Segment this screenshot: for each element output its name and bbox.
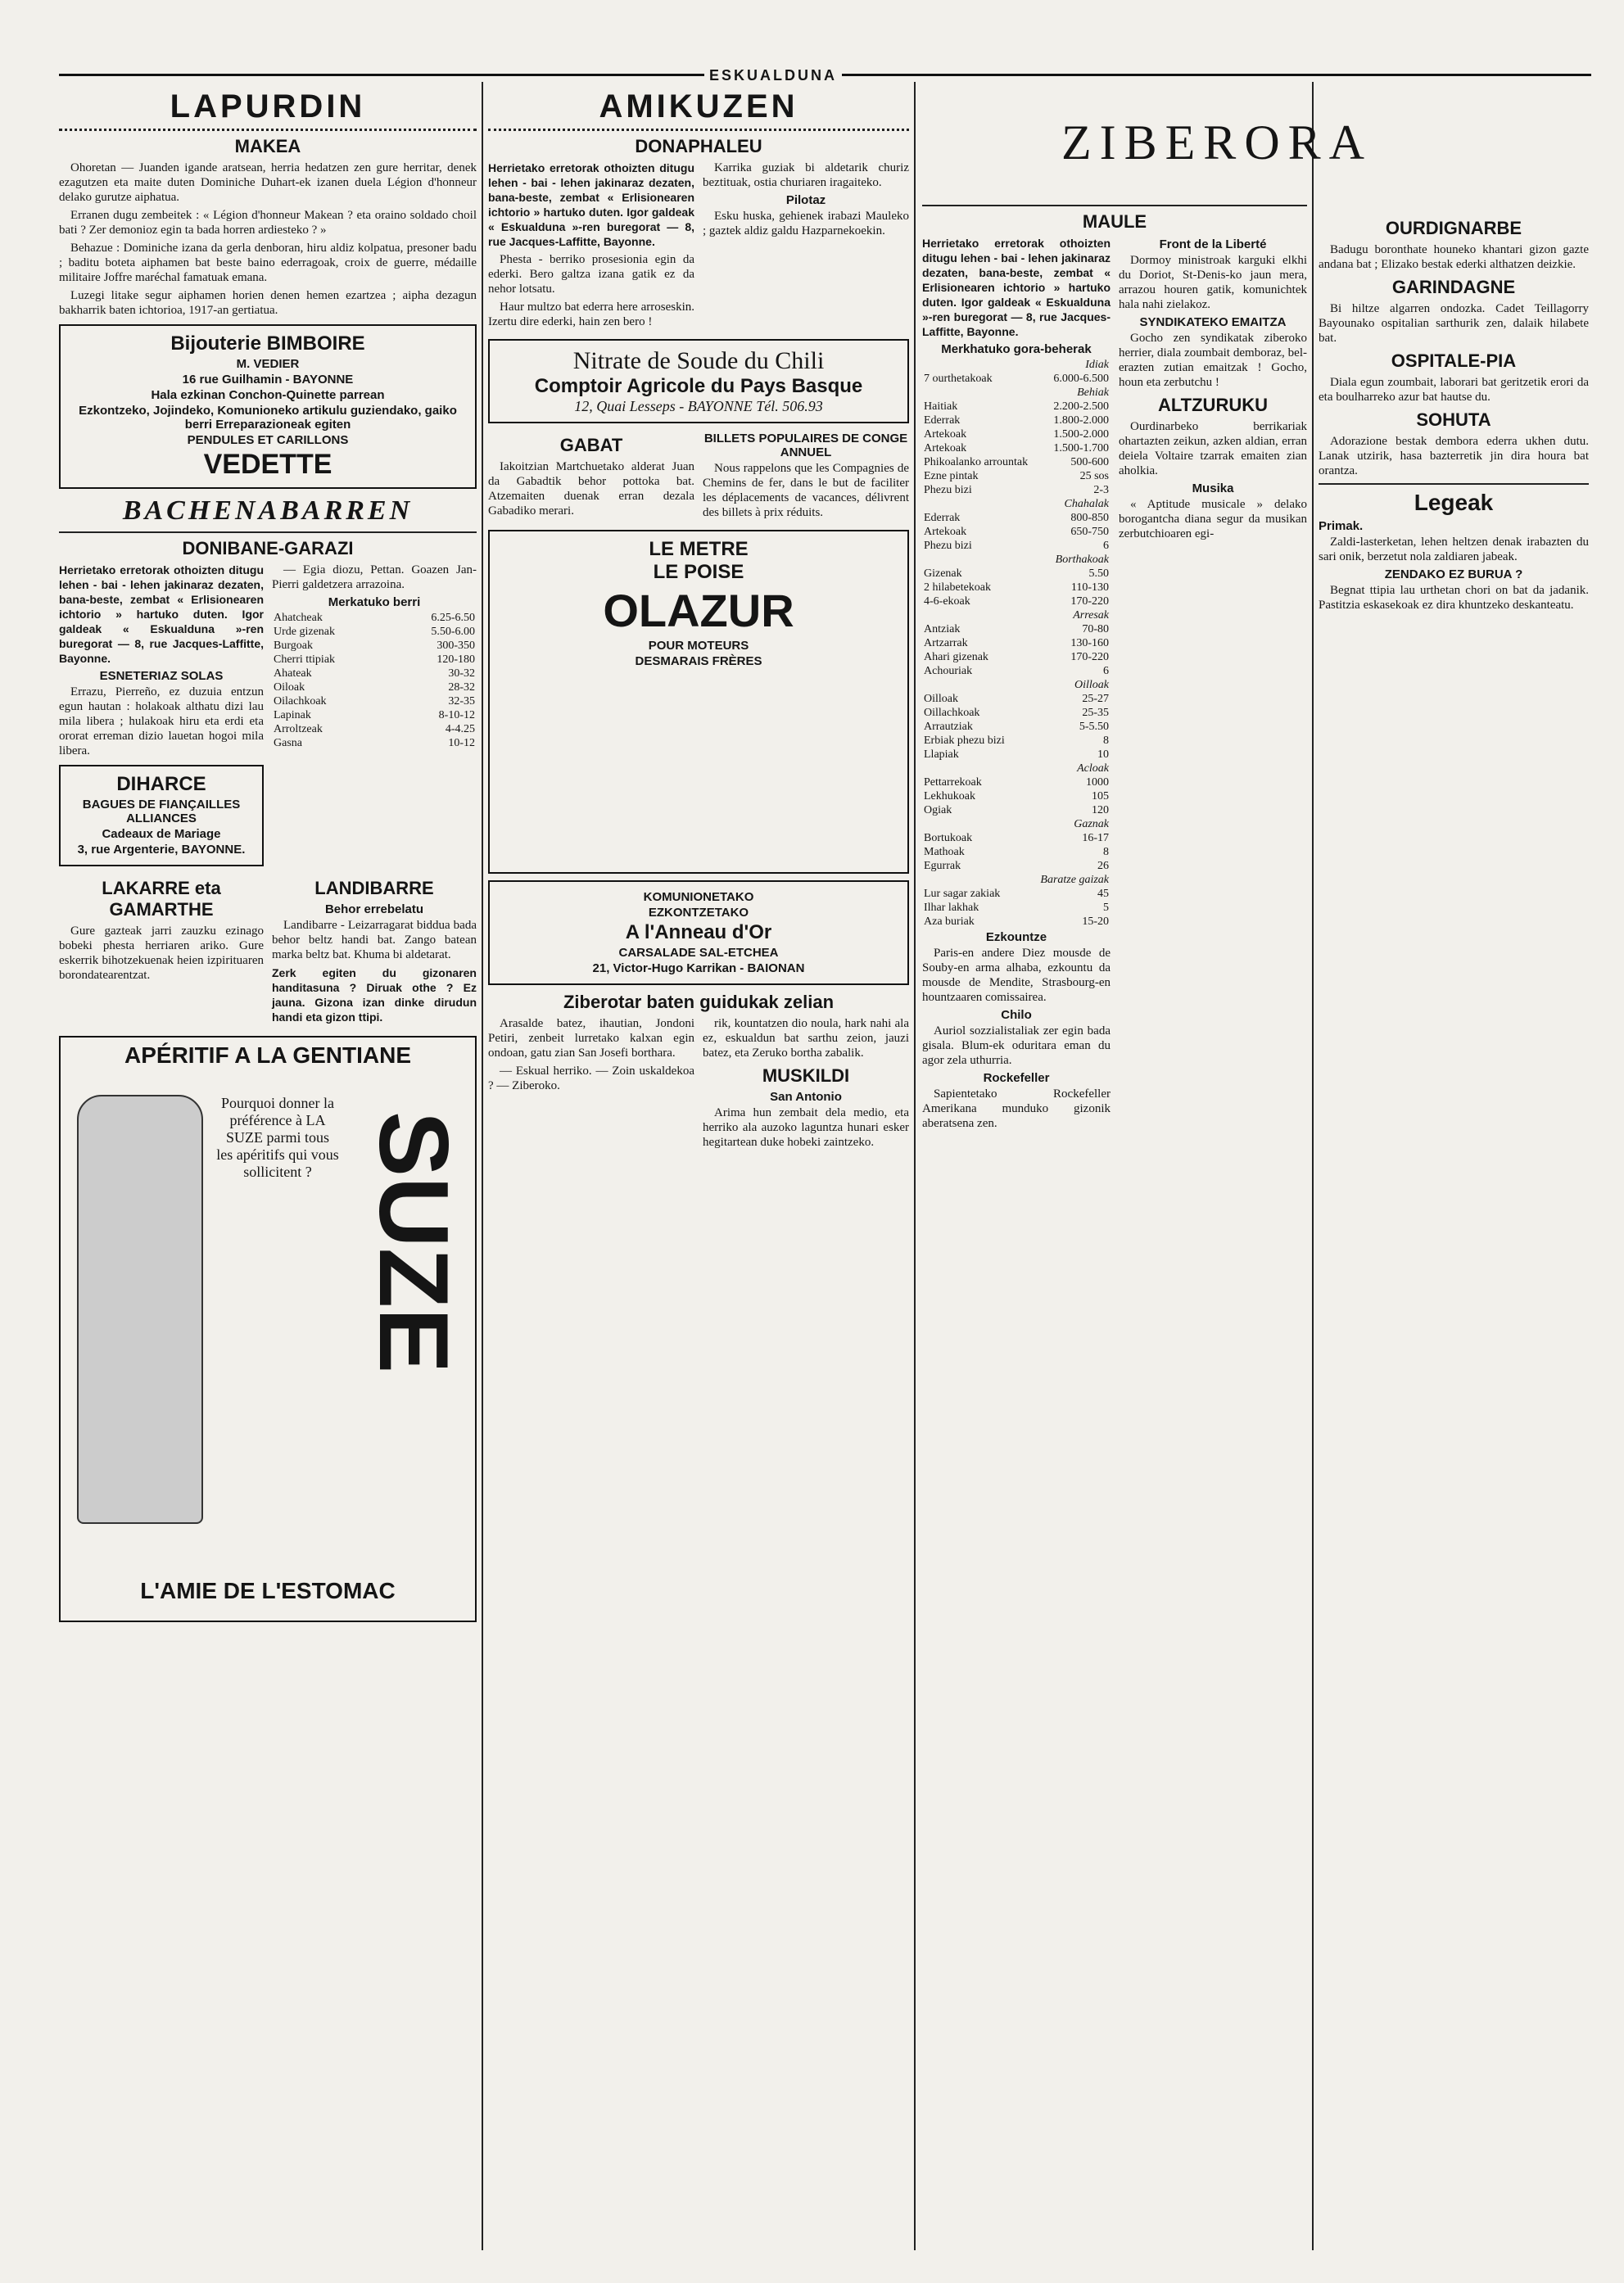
article-text: Zaldi-lasterketan, lehen heltzen denak irabazten du sari onik, berzetut nola zaldiaren jabeak. <box>1319 536 1589 563</box>
ad-nitrate <box>488 339 909 423</box>
market-price: 15-20 <box>1082 915 1109 928</box>
ad-text: LE POISE <box>653 561 744 583</box>
ad-text: LE METRE <box>649 538 749 560</box>
market-price: 1.800-2.000 <box>1053 414 1109 427</box>
article-title: OSPITALE-PIA <box>1391 350 1517 371</box>
market-row <box>922 775 1111 789</box>
market-price: 26 <box>1097 860 1109 872</box>
market-price: 6 <box>1103 540 1109 552</box>
notice-text: Herrietako erretorak othoizten ditugu lehen - bai - lehen jakinaraz dezaten, bana-beste, zembat « Erlisionearen ichtorio » hartuko duten. Igor galdeak « Eskualduna »-ren buregorat — 8, rue Jacques-Laffitte, Bayonne. <box>922 237 1111 338</box>
market-item: Ahari gizenak <box>924 651 988 663</box>
article-text: Sapientetako Rockefeller Amerikana munduko gizonik aberatsena zen. <box>922 1087 1111 1130</box>
market-item: Phikoalanko arrountak <box>924 456 1029 468</box>
article-text: Erranen dugu zembeitek : « Légion d'honneur Makean ? eta oraino soldado choil bati ? Zer demonioz egin ta bada horren ardiesteko ? » <box>59 209 477 237</box>
ad-brand: SUZE <box>359 1111 468 1374</box>
article-title-pilota: Pilotaz <box>785 193 826 207</box>
divider <box>1319 483 1589 485</box>
market-price: 8-10-12 <box>438 709 475 721</box>
market-row <box>922 803 1111 817</box>
article-text: Esku huska, gehienek irabazi Mauleko ; gaztek aldiz galdu Hazparnekoekin. <box>703 210 909 237</box>
article-text: Bi hiltze algarren ondozka. Cadet Teillagorry Bayounako ospitalian sarthurik zen, dalaik hilabete bat. <box>1319 302 1589 345</box>
market-row <box>922 581 1111 594</box>
article-text: Phesta - berriko prosesionia egin da ederki. Bero galtza izana gatik ez da nehor lotsatu. <box>488 253 694 296</box>
market-row <box>272 639 477 653</box>
ad-text: Comptoir Agricole du Pays Basque <box>534 375 863 397</box>
article-text: Errazu, Pierreño, ez duzuia entzun egun hautan : holakoak althatu dizi lau mila libera ; hulakoak hiru eta erdi eta ororat erreman dizio lauetan hogoi mila libera. <box>59 685 264 757</box>
market-row <box>922 692 1111 706</box>
market-price: 5.50-6.00 <box>431 626 475 638</box>
market-item: Antziak <box>924 623 961 635</box>
two-column-block <box>488 160 909 332</box>
market-price: 45 <box>1097 888 1109 900</box>
article-subtitle: Primak. <box>1319 519 1364 533</box>
article-text: Ohoretan — Juanden igande aratsean, herria hedatzen zen gure herritar, denek ezagutzen eta maite duten Dominiche Duhart-ek izanen duela Légion d'honneur delako gurutze aiphatua. <box>59 161 477 204</box>
article-text: Arasalde batez, ihautian, Jondoni Petiri, zenbeit lurretako kalxan egin ondoan, gatu zian San Josefi borthara. <box>488 1017 694 1060</box>
article-title-muskildi: MUSKILDI <box>762 1065 850 1086</box>
market-price: 5.50 <box>1088 567 1109 580</box>
ad-title: APÉRITIF A LA GENTIANE <box>124 1042 411 1068</box>
market-row <box>922 650 1111 664</box>
article-title-lakarre: LAKARRE eta GAMARTHE <box>102 878 221 920</box>
market-price: 105 <box>1092 790 1109 802</box>
market-row <box>272 667 477 680</box>
market-price: 500-600 <box>1070 456 1109 468</box>
market-price: 32-35 <box>448 695 475 708</box>
article-title: Rockefeller <box>983 1071 1050 1085</box>
market-item: Ahateak <box>274 667 312 680</box>
market-section: Idiak <box>1085 359 1109 371</box>
market-row <box>922 455 1111 469</box>
market-price: 110-130 <box>1070 581 1109 594</box>
spacer <box>1319 82 1589 213</box>
article-text: Begnat ttipia lau urthetan chori on bat da jadanik. Pastitzia eskasekoak ez dira khuntzeko deskanteatu. <box>1319 584 1589 612</box>
article-title: OURDIGNARBE <box>1385 218 1522 238</box>
ad-title: A l'Anneau d'Or <box>625 921 772 943</box>
market-price: 8 <box>1103 846 1109 858</box>
market-row <box>922 887 1111 901</box>
column-divider <box>1312 82 1314 2250</box>
market-row <box>272 736 477 750</box>
market-row <box>922 608 1111 622</box>
market-item: Cherri ttipiak <box>274 653 336 666</box>
section-title-amikuzen: AMIKUZEN <box>599 88 798 124</box>
market-row <box>922 706 1111 720</box>
article-text: Dormoy ministroak karguki elkhi du Doriot, St-Denis-ko jaun mera, arrazou houren gatik, komunichtek hala nahi zielakoz. <box>1119 254 1307 311</box>
market-item: Artekoak <box>924 442 967 454</box>
article-text: Landibarre - Leizarragarat biddua bada behor beltz handi bat. Zango batean marka beltz bat. Khuma bi aldetarat. <box>272 919 477 961</box>
masthead: ESKUALDUNA <box>704 67 842 84</box>
market-price: 10-12 <box>448 737 475 749</box>
market-price: 5-5.50 <box>1079 721 1109 733</box>
article-title: SYNDIKATEKO EMAITZA <box>1139 315 1287 329</box>
market-price: 650-750 <box>1070 526 1109 538</box>
ad-text: M. VEDIER <box>236 357 300 371</box>
two-column-block <box>488 430 909 523</box>
article-text: Gocho zen syndikatak ziberoko herrier, diala zoumbait demboraz, bel-erazten zutian emaitzak ! Gocho, houn eta zerbutchu ! <box>1119 332 1307 389</box>
column-amikuzen <box>488 82 909 2283</box>
ad-footer: L'AMIE DE L'ESTOMAC <box>140 1578 396 1603</box>
market-section: Gaznak <box>1074 818 1109 830</box>
market-price: 25-35 <box>1082 707 1109 719</box>
market-row <box>922 831 1111 845</box>
article-text: — Egia diozu, Pettan. Goazen Jan-Pierri galdetzera arrazoina. <box>272 563 477 591</box>
market-price: 120-180 <box>437 653 475 666</box>
ad-text: POUR MOTEURS <box>648 639 749 653</box>
market-row <box>272 653 477 667</box>
market-item: Gizenak <box>924 567 962 580</box>
article-subtitle: Behor errebelatu <box>324 902 424 916</box>
article-title-altzuruku: ALTZURUKU <box>1157 395 1268 415</box>
market-row <box>272 694 477 708</box>
article-title-landibarre: LANDIBARRE <box>314 878 434 898</box>
article-title-legeak: Legeak <box>1414 490 1494 515</box>
market-row <box>922 400 1111 414</box>
ad-text: EZKONTZETAKO <box>648 906 749 920</box>
quote-text: Zerk egiten du gizonaren handitasuna ? Diruak othe ? Ez jauna. Gizona izan dinke dirudun handi eta gizon ttipi. <box>272 966 477 1024</box>
market-row <box>922 511 1111 525</box>
market-title: Merkhatuko gora-beherak <box>941 342 1092 356</box>
market-row <box>272 680 477 694</box>
market-section: Behiak <box>1077 387 1109 399</box>
market-price: 120 <box>1092 804 1109 816</box>
market-item: Ilhar lakhak <box>924 902 979 914</box>
market-item: Lekhukoak <box>924 790 975 802</box>
ad-text: 16 rue Guilhamin - BAYONNE <box>182 373 354 387</box>
market-row <box>922 873 1111 887</box>
market-row <box>922 567 1111 581</box>
market-item: Burgoak <box>274 640 313 652</box>
article-text: Iakoitzian Martchuetako alderat Juan da Gabadtik behor pottoka bat. Atzemaiten duenak erran dezala Gabadiko merari. <box>488 460 694 518</box>
ad-text: 12, Quai Lesseps - BAYONNE Tél. 506.93 <box>574 398 823 414</box>
article-title-ziberotar: Ziberotar baten guidukak zelian <box>563 992 835 1012</box>
column-lapurdin <box>59 82 477 2283</box>
market-table <box>922 358 1111 929</box>
market-row <box>922 539 1111 553</box>
divider <box>59 531 477 533</box>
market-price: 6.000-6.500 <box>1053 373 1109 385</box>
section-banner-ziberoan <box>922 82 1373 206</box>
market-section: Baratze gaizak <box>1040 874 1109 886</box>
ad-text: Ezkontzeko, Jojindeko, Komunioneko artikulu guziendako, gaiko berri Erreparazioneak egiten <box>79 404 457 432</box>
market-price: 130-160 <box>1070 637 1109 649</box>
article-text: Adorazione bestak dembora ederra ukhen dutu. Lanak utzirik, hasa bazterretik jin dira houra bat orantza. <box>1319 435 1589 477</box>
market-item: Oilloak <box>924 693 958 705</box>
market-row <box>272 625 477 639</box>
article-text: Badugu boronthate houneko khantari gizon gazte andana bat ; Elizako bestak ederki althatzen deizkie. <box>1319 243 1589 271</box>
market-row <box>922 525 1111 539</box>
market-row <box>922 372 1111 386</box>
ad-text: CARSALADE SAL-ETCHEA <box>618 946 779 960</box>
section-title-lapurdin: LAPURDIN <box>170 88 366 124</box>
ad-suze <box>59 1036 477 1622</box>
market-item: Oilachkoak <box>274 695 327 708</box>
article-text: — Eskual herriko. — Zoin uskaldekoa ? — Ziberoko. <box>488 1065 694 1092</box>
ad-text: BAGUES DE FIANÇAILLES ALLIANCES <box>82 798 241 825</box>
article-text: Luzegi litake segur aiphamen horien denen hemen ezartzea ; aipha dezagun bakharrik baten ichtorioa, 1917-an gertiatua. <box>59 289 477 317</box>
market-row <box>922 748 1111 762</box>
ad-diharce <box>59 765 264 866</box>
market-item: Oillachkoak <box>924 707 980 719</box>
market-section: Arresak <box>1073 609 1109 622</box>
two-column-block <box>922 236 1307 1134</box>
market-item: Ezne pintak <box>924 470 979 482</box>
ad-brand: VEDETTE <box>203 449 332 480</box>
market-row <box>922 789 1111 803</box>
article-title-makea: MAKEA <box>234 136 301 156</box>
market-row <box>922 469 1111 483</box>
market-row <box>922 817 1111 831</box>
market-item: Pettarrekoak <box>924 776 982 789</box>
article-title: Ezkountze <box>985 930 1047 944</box>
market-price: 800-850 <box>1070 512 1109 524</box>
column-divider <box>482 82 483 2250</box>
article-title: SOHUTA <box>1416 409 1491 430</box>
market-row <box>922 414 1111 427</box>
market-section: Oilloak <box>1074 679 1109 691</box>
market-row <box>272 708 477 722</box>
two-column-block <box>488 1016 909 1153</box>
market-price: 1000 <box>1086 776 1109 789</box>
market-item: Artzarrak <box>924 637 968 649</box>
market-price: 1.500-2.000 <box>1053 428 1109 441</box>
market-item: Lur sagar zakiak <box>924 888 1001 900</box>
market-row <box>272 722 477 736</box>
notice-text: Herrietako erretorak othoizten ditugu lehen - bai - lehen jakinaraz dezaten, bana-beste, zembat « Erlisionearen ichtorio » hartuko duten. Igor galdeak « Eskualduna »-ren buregorat — 8, rue Jacques-Laffitte, Bayonne. <box>488 161 694 248</box>
column-divider <box>914 82 916 2250</box>
market-item: Ederrak <box>924 414 961 427</box>
market-item: Ederrak <box>924 512 961 524</box>
market-item: Arrautziak <box>924 721 973 733</box>
article-text: Nous rappelons que les Compagnies de Chemins de fer, dans le but de faciliter les déplacements de vacances, délivrent des billets à prix réduits. <box>703 462 909 519</box>
market-row <box>922 901 1111 915</box>
article-title: Front de la Liberté <box>1159 237 1267 251</box>
market-price: 6.25-6.50 <box>431 612 475 624</box>
article-title: ZENDAKO EZ BURUA ? <box>1384 567 1523 581</box>
article-text: Haur multzo bat ederra here arroseskin. Izertu dire ederki, hain zen bero ! <box>488 301 694 328</box>
market-price: 28-32 <box>448 681 475 694</box>
market-item: Bortukoak <box>924 832 973 844</box>
market-item: Phezu bizi <box>924 540 972 552</box>
market-price: 4-4.25 <box>445 723 475 735</box>
market-item: Phezu bizi <box>924 484 972 496</box>
ad-title: Bijouterie BIMBOIRE <box>170 332 365 355</box>
ad-text: Cadeaux de Mariage <box>102 827 221 841</box>
market-price: 25 sos <box>1079 470 1109 482</box>
ad-text: 21, Victor-Hugo Karrikan - BAIONAN <box>592 961 805 975</box>
market-item: 7 ourthetakoak <box>924 373 993 385</box>
market-price: 6 <box>1103 665 1109 677</box>
ad-text: DESMARAIS FRÈRES <box>635 654 762 668</box>
ad-text: Hala ezkinan Conchon-Quinette parrean <box>151 388 385 402</box>
market-row <box>922 386 1111 400</box>
market-row <box>922 845 1111 859</box>
market-row <box>922 441 1111 455</box>
market-price: 300-350 <box>437 640 475 652</box>
market-item: 4-6-ekoak <box>924 595 970 608</box>
market-row <box>922 762 1111 775</box>
market-item: Mathoak <box>924 846 965 858</box>
column-right <box>1319 82 1589 2283</box>
ad-text: KOMUNIONETAKO <box>643 890 754 904</box>
ad-text: PENDULES ET CARILLONS <box>187 433 349 447</box>
market-item: Llapiak <box>924 748 959 761</box>
article-title-donaphaleu: DONAPHALEU <box>635 136 762 156</box>
ad-text: Pourquoi donner la préférence à LA SUZE parmi tous les apéritifs qui vous sollicitent ? <box>216 1095 339 1180</box>
ad-text: 3, rue Argenterie, BAYONNE. <box>77 843 246 857</box>
article-title: Chilo <box>1001 1008 1032 1022</box>
market-section: Acloak <box>1077 762 1109 775</box>
divider <box>488 129 909 131</box>
market-price: 1.500-1.700 <box>1053 442 1109 454</box>
market-item: 2 hilabetekoak <box>924 581 992 594</box>
market-row <box>922 664 1111 678</box>
article-text: rik, kountatzen dio noula, hark nahi ala ez, eskualdun bat sarthu zeion, jauzi batez, eta Zeruko bortha zabalik. <box>703 1017 909 1060</box>
market-row <box>272 611 477 625</box>
market-item: Aza buriak <box>924 915 975 928</box>
article-title: GARINDAGNE <box>1391 277 1516 297</box>
ad-brand: OLAZUR <box>603 585 794 636</box>
market-item: Ahatcheak <box>274 612 323 624</box>
article-text: Diala egun zoumbait, laborari bat geritzetik erori da eta boulharreko azur bat hautse du. <box>1319 376 1589 404</box>
article-text: Gure gazteak jarri zauzku ezinago bobeki phesta herriaren ariko. Gure eskerrik bihotzekuenak heien izpirituaren borondatearentzat. <box>59 925 264 982</box>
market-title: Merkatuko berri <box>328 595 421 609</box>
market-price: 5 <box>1103 902 1109 914</box>
article-subtitle: San Antonio <box>770 1090 842 1104</box>
market-section: Chahalak <box>1064 498 1109 510</box>
market-price: 8 <box>1103 735 1109 747</box>
market-row <box>922 594 1111 608</box>
market-item: Artekoak <box>924 526 967 538</box>
article-text: Paris-en andere Diez mousde de Souby-en arma alhaba, ezkountu da mousde de Mendite, Strasbourg-en hountzaaren comissairea. <box>922 947 1111 1004</box>
market-row <box>922 678 1111 692</box>
notice-text: Herrietako erretorak othoizten ditugu lehen - bai - lehen jakinaraz dezaten, bana-beste, zembat « Erlisionearen ichtorio » hartuko duten. Igor galdeak « Eskualduna »-ren buregorat — 8, rue Jacques-Laffitte, Bayonne. <box>59 563 264 665</box>
market-row <box>922 636 1111 650</box>
market-price: 2-3 <box>1093 484 1109 496</box>
market-item: Erbiak phezu bizi <box>924 735 1005 747</box>
market-item: Artekoak <box>924 428 967 441</box>
article-text: Karrika guziak bi aldetarik churiz beztituak, ostia churiaren iragaiteko. <box>703 161 909 189</box>
section-title-ziberoan: ZIBERORA <box>1061 115 1373 170</box>
market-price: 170-220 <box>1070 595 1109 608</box>
article-title-gabat: GABAT <box>559 435 623 455</box>
market-item: Lapinak <box>274 709 311 721</box>
divider <box>59 129 477 131</box>
article-text: Ourdinarbeko berrikariak ohartazten zeikun, azken aldian, erran deiela Voltaire tzarrak emaiten zian aholkia. <box>1119 420 1307 477</box>
article-title-billets: BILLETS POPULAIRES DE CONGE ANNUEL <box>703 432 908 459</box>
market-row <box>922 859 1111 873</box>
article-title: Musika <box>1192 481 1234 495</box>
market-row <box>922 720 1111 734</box>
market-price: 170-220 <box>1070 651 1109 663</box>
market-section: Borthakoak <box>1055 554 1109 566</box>
market-item: Arroltzeak <box>274 723 323 735</box>
market-price: 25-27 <box>1082 693 1109 705</box>
market-table <box>272 611 477 750</box>
article-text: Arima hun zembait dela medio, eta herriko ala auzoko laguntza hunari esker hegitartean duke hobeki zaintzeko. <box>703 1106 909 1149</box>
market-price: 10 <box>1097 748 1109 761</box>
two-column-block <box>59 563 477 873</box>
market-item: Urde gizenak <box>274 626 336 638</box>
market-item: Achouriak <box>924 665 973 677</box>
bottle-image <box>77 1095 203 1524</box>
ad-title: DIHARCE <box>116 773 206 795</box>
article-text: Auriol sozzialistaliak zer egin bada gisala. Blum-ek oduritara eman du agor zela uthurria. <box>922 1024 1111 1067</box>
market-price: 2.200-2.500 <box>1053 400 1109 413</box>
market-row <box>922 497 1111 511</box>
market-row <box>922 622 1111 636</box>
ad-anneau-dor <box>488 880 909 985</box>
market-item: Egurrak <box>924 860 961 872</box>
article-title-esne: ESNETERIAZ SOLAS <box>99 669 224 683</box>
ad-olazur <box>488 530 909 874</box>
market-row <box>922 915 1111 929</box>
market-item: Haitiak <box>924 400 958 413</box>
market-item: Ogiak <box>924 804 952 816</box>
article-title-donibane: DONIBANE-GARAZI <box>182 538 354 558</box>
market-price: 30-32 <box>448 667 475 680</box>
market-row <box>922 734 1111 748</box>
article-title-maule: MAULE <box>1082 211 1147 232</box>
ad-bimboire <box>59 324 477 489</box>
market-row <box>922 358 1111 372</box>
market-price: 70-80 <box>1082 623 1109 635</box>
two-column-block <box>59 873 477 1028</box>
article-text: Behazue : Dominiche izana da gerla denboran, hiru aldiz kolpatua, presoner badu ; baditu boteta aiphamen bat beste baino ederragoak, croix de guerre, médaille militaire Joffre maréchal famatuak emana. <box>59 242 477 284</box>
article-text: « Aptitude musicale » delako borogantcha diana segur da musikan zerbutchioaren egi- <box>1119 498 1307 540</box>
market-row <box>922 483 1111 497</box>
market-row <box>922 427 1111 441</box>
market-item: Gasna <box>274 737 302 749</box>
market-item: Oiloak <box>274 681 305 694</box>
market-price: 16-17 <box>1082 832 1109 844</box>
market-row <box>922 553 1111 567</box>
section-title-bachenabarren: BACHENABARREN <box>122 495 414 526</box>
ad-title: Nitrate de Soude du Chili <box>572 347 825 374</box>
